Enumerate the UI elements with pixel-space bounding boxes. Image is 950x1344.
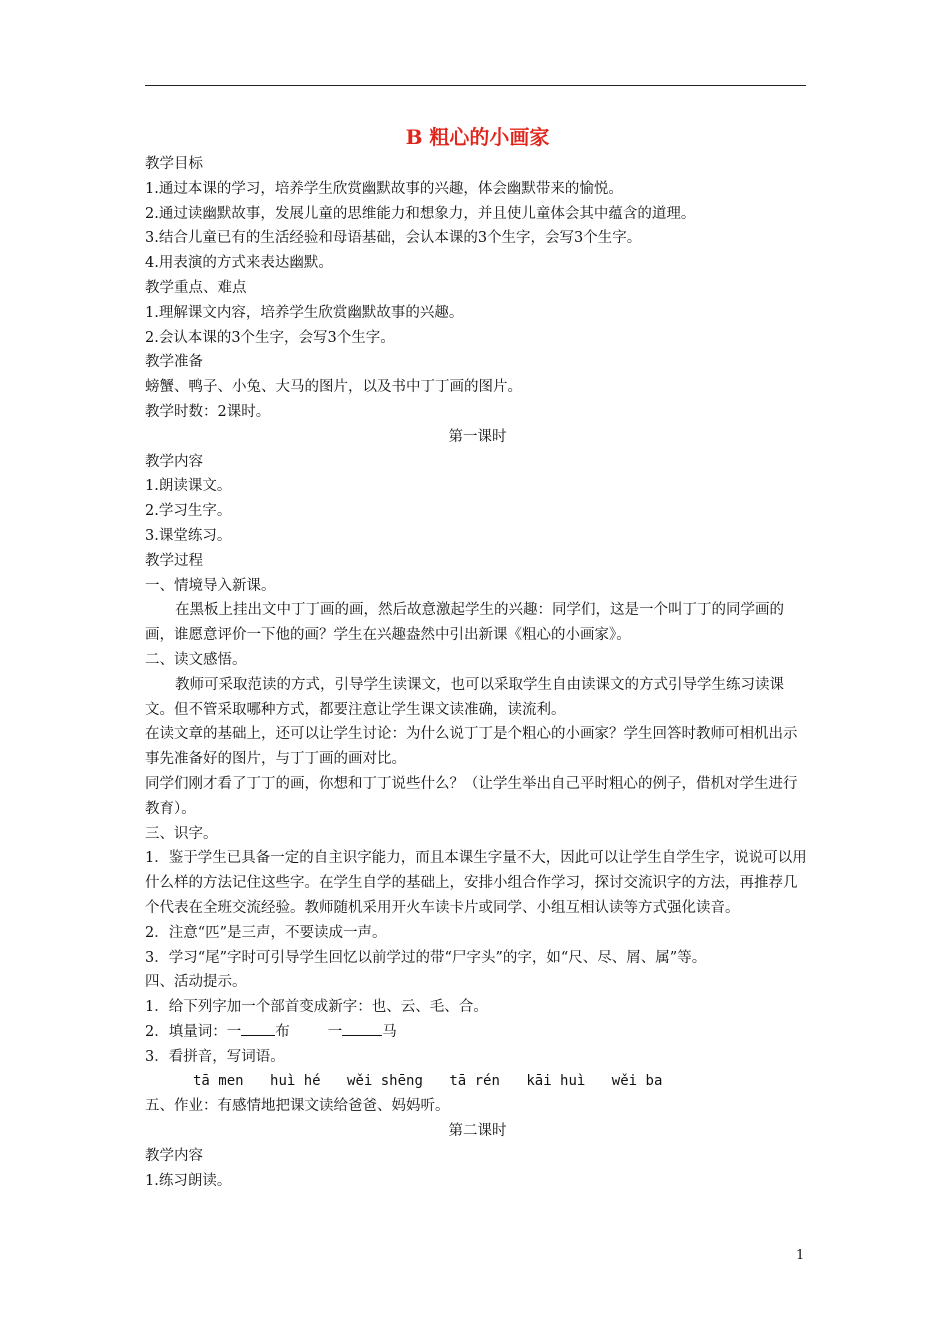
pinyin-word: tā rén: [449, 1073, 500, 1090]
content-item: 1.朗读课文。: [145, 478, 232, 495]
activity-item-measure-words: [145, 1020, 810, 1045]
section-five-text: 五、作业：有感情地把课文读给爸爸、妈妈听。: [145, 1098, 450, 1115]
section-two-paragraph: 教师可采取范读的方式，引导学生读课文，也可以采取学生自由读课文的方式引导学生练习读课文。但不管采取哪种方式，都要注意让学生课文读准确，读流利。: [145, 676, 784, 718]
lesson-one-heading: 第一课时: [448, 428, 507, 445]
section-two-paragraph: 在读文章的基础上，还可以让学生讨论：为什么说丁丁是个粗心的小画家？学生回答时教师可相机出示事先准备好的图片，与丁丁画的画对比。: [145, 726, 798, 768]
section-three-heading: 三、识字。: [145, 825, 218, 842]
activity-text: 一: [327, 1023, 343, 1040]
goal-item: 4.用表演的方式来表达幽默。: [145, 255, 333, 272]
lesson-two-heading: 第二课时: [448, 1123, 507, 1140]
header-rule: [145, 85, 806, 86]
key-item: 2.会认本课的3个生字，会写3个生字。: [145, 329, 395, 346]
section-two-paragraph: 同学们刚才看了丁丁的画，你想和丁丁说些什么？（让学生举出自己平时粗心的例子，借机对学生进行教育）。: [145, 775, 798, 817]
goals-heading: 教学目标: [145, 156, 203, 172]
content-heading: 教学内容: [145, 453, 203, 470]
activity-item: 1．给下列字加一个部首变成新字：也、云、毛、合。: [145, 999, 488, 1016]
document-body: [145, 124, 810, 1193]
section-one-heading: 一、情境导入新课。: [145, 577, 276, 594]
content-item: 2.学习生字。: [145, 503, 232, 520]
section-two-heading: 二、读文感悟。: [145, 651, 247, 668]
goal-item: 3.结合儿童已有的生活经验和母语基础，会认本课的3个生字，会写3个生字。: [145, 230, 642, 247]
key-item: 1.理解课文内容，培养学生欣赏幽默故事的兴趣。: [145, 304, 464, 321]
goal-item: 2.通过读幽默故事，发展儿童的思维能力和想象力，并且使儿童体会其中蕴含的道理。: [145, 205, 696, 222]
key-heading: 教学重点、难点: [145, 279, 247, 296]
content-heading: 教学内容: [145, 1147, 203, 1164]
prep-text: 螃蟹、鸭子、小兔、大马的图片，以及书中丁丁画的图片。: [145, 379, 522, 396]
pinyin-row: [145, 1069, 810, 1094]
page-number: 1: [796, 1248, 805, 1263]
activity-item: 3．看拼音，写词语。: [145, 1048, 285, 1065]
activity-text: 2．填量词：一: [145, 1023, 242, 1040]
section-one-paragraph: 在黑板上挂出文中丁丁画的画，然后故意激起学生的兴趣：同学们，这是一个叫丁丁的同学画的画，谁愿意评价一下他的画？学生在兴趣盎然中引出新课《粗心的小画家》。: [145, 602, 784, 644]
pinyin-word: tā men: [193, 1073, 244, 1090]
hours-text: 教学时数：2课时。: [145, 403, 271, 420]
activity-text: 布: [275, 1023, 290, 1040]
pinyin-word: wěi shēng: [347, 1073, 423, 1090]
content-item: 1.练习朗读。: [145, 1172, 232, 1189]
process-heading: 教学过程: [145, 552, 203, 569]
content-item: 3.课堂练习。: [145, 527, 232, 544]
activity-text: 马: [382, 1023, 397, 1040]
section-three-paragraph: 1．鉴于学生已具备一定的自主识字能力，而且本课生字量不大，因此可以让学生自学生字，说说可以用什么样的方法记住这些字。在学生自学的基础上，安排小组合作学习，探讨交流识字的方法，再推荐几个代表在全班交流经验。教师随机采用开火车读卡片或同学、小组互相认读等方式强化读音。: [145, 850, 807, 916]
fill-blank: [241, 1021, 275, 1036]
page-title: B 粗心的小画家: [405, 125, 550, 149]
fill-blank: [342, 1021, 382, 1036]
section-three-note: 2．注意“匹”是三声，不要读成一声。: [145, 924, 387, 941]
section-four-heading: 四、活动提示。: [145, 974, 247, 991]
pinyin-word: kāi huì: [526, 1073, 586, 1090]
goal-item: 1.通过本课的学习，培养学生欣赏幽默故事的兴趣，体会幽默带来的愉悦。: [145, 180, 623, 197]
prep-heading: 教学准备: [145, 354, 203, 371]
pinyin-word: huì hé: [270, 1073, 321, 1090]
pinyin-word: wěi ba: [611, 1073, 663, 1090]
section-three-note: 3．学习“尾”字时可引导学生回忆以前学过的带“尸字头”的字，如“尺、尽、屑、属”等。: [145, 949, 707, 966]
